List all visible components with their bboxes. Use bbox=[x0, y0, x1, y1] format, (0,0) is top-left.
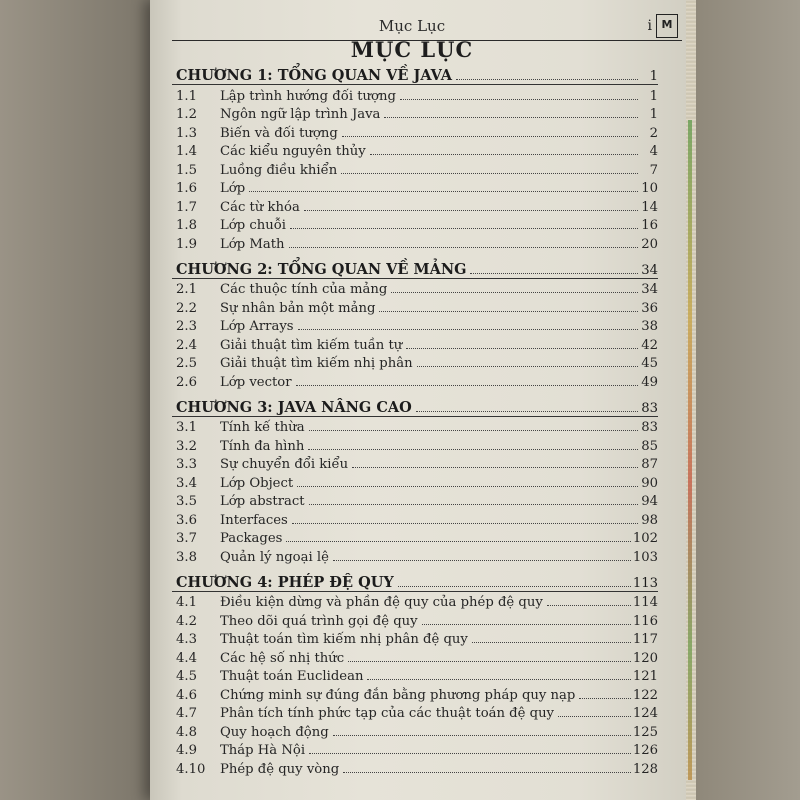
section-number: 4.5 bbox=[176, 669, 197, 684]
section-title: Theo dõi quá trình gọi đệ quy bbox=[220, 613, 418, 629]
section-page-number: 103 bbox=[632, 549, 658, 565]
section-page-number: 16 bbox=[641, 218, 658, 233]
toc-entry bbox=[172, 215, 658, 234]
header-title: Mục Lục bbox=[378, 17, 446, 35]
toc-entry bbox=[172, 758, 658, 777]
section-title: Các từ khóa bbox=[220, 199, 300, 215]
section-title: Sự nhân bản một mảng bbox=[220, 300, 376, 316]
toc-entry bbox=[172, 491, 658, 510]
section-page-number: 36 bbox=[641, 300, 658, 316]
dot-leader bbox=[391, 292, 638, 293]
section-number: 1.1 bbox=[176, 88, 197, 104]
section-title: Lớp vector bbox=[220, 374, 292, 390]
dot-leader bbox=[470, 273, 638, 274]
dot-leader bbox=[406, 348, 638, 349]
section-page-number: 2 bbox=[649, 125, 658, 141]
section-number: 4.8 bbox=[176, 724, 197, 740]
dot-leader bbox=[296, 385, 638, 386]
dot-leader bbox=[298, 329, 638, 330]
section-number: 1.4 bbox=[176, 144, 197, 159]
section-title: Tính kế thừa bbox=[220, 420, 305, 435]
toc-entry bbox=[172, 528, 658, 547]
dot-leader bbox=[289, 247, 639, 248]
section-title: Chứng minh sự đúng đắn bằng phương pháp quy nạp bbox=[220, 687, 576, 703]
section-title: Lớp Object bbox=[220, 475, 294, 491]
dot-leader bbox=[416, 411, 638, 412]
section-number: 2.1 bbox=[176, 282, 197, 297]
toc-entry bbox=[172, 509, 658, 528]
toc-entry bbox=[172, 417, 658, 436]
section-page-number: 1 bbox=[649, 107, 658, 122]
section-title: Sự chuyển đổi kiểu bbox=[220, 457, 349, 472]
dot-leader bbox=[304, 210, 638, 211]
section-number: 3.4 bbox=[176, 475, 197, 491]
toc-entry bbox=[172, 666, 658, 685]
toc-entry bbox=[172, 196, 658, 215]
dot-leader bbox=[309, 504, 638, 505]
chapter-heading bbox=[172, 258, 658, 279]
section-number: 1.9 bbox=[176, 236, 197, 252]
section-title: Điều kiện dừng và phần đệ quy của phép đệ quy bbox=[220, 595, 543, 610]
section-number: 1.6 bbox=[176, 181, 197, 196]
dot-leader bbox=[352, 467, 638, 468]
dot-leader bbox=[384, 117, 638, 118]
section-page-number: 10 bbox=[641, 181, 658, 196]
chapter-title: CHƯƠNG 4: PHÉP ĐỆ QUY bbox=[176, 573, 394, 591]
section-number: 4.2 bbox=[176, 613, 197, 629]
section-title: Ngôn ngữ lập trình Java bbox=[220, 107, 381, 122]
dot-leader bbox=[290, 228, 638, 229]
dot-leader bbox=[342, 136, 638, 137]
section-title: Giải thuật tìm kiếm tuần tự bbox=[220, 337, 403, 353]
chapter-heading bbox=[172, 64, 658, 85]
section-number: 1.3 bbox=[176, 125, 197, 141]
section-number: 1.2 bbox=[176, 107, 197, 122]
toc-entry bbox=[172, 684, 658, 703]
section-number: 1.5 bbox=[176, 162, 197, 178]
toc-entry bbox=[172, 435, 658, 454]
chapter-page-number: 1 bbox=[649, 69, 658, 84]
section-number: 4.7 bbox=[176, 706, 197, 721]
chapter-title: CHƯƠNG 1: TỔNG QUAN VỀ JAVA bbox=[176, 67, 452, 84]
section-page-number: 4 bbox=[649, 144, 658, 159]
chapter-page-number: 113 bbox=[632, 575, 658, 591]
section-title: Tính đa hình bbox=[220, 438, 305, 454]
dot-leader bbox=[309, 753, 631, 754]
section-number: 2.3 bbox=[176, 319, 197, 334]
section-number: 4.10 bbox=[176, 761, 206, 777]
toc-entry bbox=[172, 472, 658, 491]
section-number: 3.1 bbox=[176, 420, 197, 435]
dot-leader bbox=[422, 624, 631, 625]
section-page-number: 45 bbox=[641, 356, 658, 371]
section-number: 3.6 bbox=[176, 512, 197, 528]
section-number: 3.5 bbox=[176, 494, 197, 509]
section-page-number: 117 bbox=[632, 632, 658, 647]
toc-entry bbox=[172, 297, 658, 316]
toc-entry bbox=[172, 178, 658, 197]
section-title: Các hệ số nhị thức bbox=[220, 650, 345, 666]
toc-entry bbox=[172, 104, 658, 123]
chapter-page-number: 83 bbox=[641, 400, 658, 416]
section-page-number: 114 bbox=[632, 595, 658, 610]
section-number: 4.6 bbox=[176, 687, 197, 703]
section-number: 2.2 bbox=[176, 300, 197, 316]
section-title: Interfaces bbox=[220, 512, 288, 528]
section-title: Thuật toán tìm kiếm nhị phân đệ quy bbox=[220, 632, 468, 647]
dot-leader bbox=[579, 698, 630, 699]
section-title: Phân tích tính phức tạp của các thuật toán đệ quy bbox=[220, 706, 555, 721]
section-title: Giải thuật tìm kiếm nhị phân bbox=[220, 356, 413, 371]
dot-leader bbox=[308, 449, 638, 450]
section-title: Lập trình hướng đối tượng bbox=[220, 88, 396, 104]
dot-leader bbox=[333, 560, 631, 561]
background-left bbox=[0, 0, 150, 800]
section-page-number: 125 bbox=[632, 724, 658, 740]
header-page-number: i bbox=[647, 18, 652, 34]
toc-entry bbox=[172, 610, 658, 629]
section-page-number: 34 bbox=[641, 282, 658, 297]
table-of-contents bbox=[172, 64, 658, 777]
section-title: Biến và đối tượng bbox=[220, 125, 338, 141]
section-title: Các kiểu nguyên thủy bbox=[220, 144, 366, 159]
section-title: Lớp bbox=[220, 181, 246, 196]
dot-leader bbox=[398, 586, 631, 587]
section-page-number: 126 bbox=[632, 743, 658, 758]
section-title: Luồng điều khiển bbox=[220, 162, 338, 178]
dot-leader bbox=[348, 661, 631, 662]
toc-entry bbox=[172, 122, 658, 141]
toc-entry bbox=[172, 353, 658, 372]
chapter-heading bbox=[172, 396, 658, 417]
toc-entry bbox=[172, 454, 658, 473]
section-title: Lớp chuỗi bbox=[220, 218, 286, 233]
section-page-number: 98 bbox=[641, 512, 658, 528]
section-number: 2.4 bbox=[176, 337, 197, 353]
toc-entry bbox=[172, 592, 658, 611]
dot-leader bbox=[472, 642, 631, 643]
section-page-number: 87 bbox=[641, 457, 658, 472]
dot-leader bbox=[547, 605, 631, 606]
section-page-number: 124 bbox=[632, 706, 658, 721]
dot-leader bbox=[309, 430, 638, 431]
toc-entry bbox=[172, 141, 658, 160]
section-page-number: 49 bbox=[641, 374, 658, 390]
section-page-number: 128 bbox=[632, 761, 658, 777]
dot-leader bbox=[297, 486, 638, 487]
chapter-page-number: 34 bbox=[641, 262, 658, 278]
section-number: 1.8 bbox=[176, 218, 197, 233]
section-page-number: 1 bbox=[649, 88, 658, 104]
section-page-number: 120 bbox=[632, 650, 658, 666]
background-right bbox=[696, 0, 800, 800]
publisher-logo-icon: M bbox=[656, 14, 678, 38]
section-page-number: 102 bbox=[632, 531, 658, 546]
dot-leader bbox=[558, 716, 631, 717]
section-number: 1.7 bbox=[176, 199, 197, 215]
toc-entry bbox=[172, 279, 658, 298]
section-page-number: 42 bbox=[641, 337, 658, 353]
section-title: Thuật toán Euclidean bbox=[220, 669, 364, 684]
section-number: 4.1 bbox=[176, 595, 197, 610]
chapter-title: CHƯƠNG 3: JAVA NÂNG CAO bbox=[176, 398, 412, 416]
section-number: 3.7 bbox=[176, 531, 197, 546]
toc-entry bbox=[172, 371, 658, 390]
toc-entry bbox=[172, 740, 658, 759]
dot-leader bbox=[333, 735, 631, 736]
section-page-number: 116 bbox=[632, 613, 658, 629]
section-page-number: 94 bbox=[641, 494, 658, 509]
toc-entry bbox=[172, 334, 658, 353]
dot-leader bbox=[292, 523, 638, 524]
dot-leader bbox=[367, 679, 630, 680]
section-title: Lớp Arrays bbox=[220, 319, 294, 334]
toc-entry bbox=[172, 316, 658, 335]
section-number: 2.6 bbox=[176, 374, 197, 390]
section-title: Packages bbox=[220, 531, 283, 546]
section-title: Quản lý ngoại lệ bbox=[220, 549, 329, 565]
section-page-number: 14 bbox=[641, 199, 658, 215]
toc-entry bbox=[172, 233, 658, 252]
dot-leader bbox=[370, 154, 638, 155]
toc-entry bbox=[172, 721, 658, 740]
dot-leader bbox=[400, 99, 638, 100]
section-number: 4.4 bbox=[176, 650, 197, 666]
page-title: MỤC LỤC bbox=[350, 37, 474, 62]
toc-entry bbox=[172, 85, 658, 104]
section-number: 2.5 bbox=[176, 356, 197, 371]
toc-entry bbox=[172, 546, 658, 565]
dot-leader bbox=[343, 772, 631, 773]
section-page-number: 90 bbox=[641, 475, 658, 491]
dot-leader bbox=[341, 173, 638, 174]
section-page-number: 20 bbox=[641, 236, 658, 252]
section-title: Lớp Math bbox=[220, 236, 285, 252]
page-edge-color-strip bbox=[688, 120, 692, 780]
section-title: Các thuộc tính của mảng bbox=[220, 282, 388, 297]
section-title: Phép đệ quy vòng bbox=[220, 761, 340, 777]
section-page-number: 7 bbox=[649, 162, 658, 178]
chapter-title: CHƯƠNG 2: TỔNG QUAN VỀ MẢNG bbox=[176, 260, 467, 278]
dot-leader bbox=[456, 79, 638, 80]
chapter-heading bbox=[172, 571, 658, 592]
section-page-number: 121 bbox=[632, 669, 658, 684]
section-title: Quy hoạch động bbox=[220, 724, 329, 740]
toc-entry bbox=[172, 159, 658, 178]
section-number: 4.9 bbox=[176, 743, 197, 758]
section-number: 4.3 bbox=[176, 632, 197, 647]
dot-leader bbox=[379, 311, 638, 312]
toc-entry bbox=[172, 647, 658, 666]
section-page-number: 38 bbox=[641, 319, 658, 334]
section-number: 3.3 bbox=[176, 457, 197, 472]
section-page-number: 85 bbox=[641, 438, 658, 454]
section-number: 3.2 bbox=[176, 438, 197, 454]
section-title: Tháp Hà Nội bbox=[220, 743, 306, 758]
dot-leader bbox=[249, 191, 638, 192]
toc-entry bbox=[172, 703, 658, 722]
section-number: 3.8 bbox=[176, 549, 197, 565]
dot-leader bbox=[286, 541, 630, 542]
toc-entry bbox=[172, 629, 658, 648]
dot-leader bbox=[417, 366, 638, 367]
section-page-number: 122 bbox=[632, 687, 658, 703]
section-page-number: 83 bbox=[641, 420, 658, 435]
section-title: Lớp abstract bbox=[220, 494, 305, 509]
